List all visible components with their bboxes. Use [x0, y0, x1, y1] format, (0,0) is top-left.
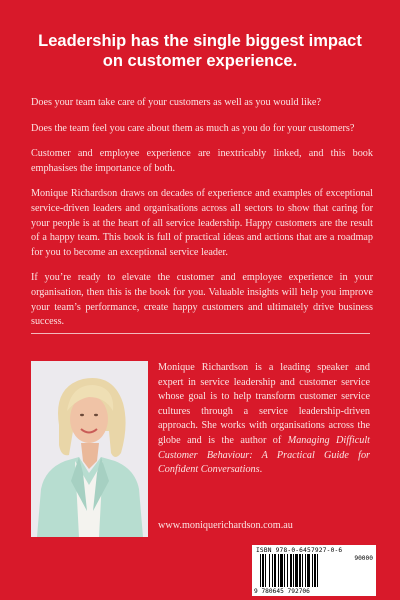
author-bio-paragraph [158, 361, 370, 478]
isbn-label: ISBN 978-0-6457927-0-6 [256, 547, 343, 554]
author-bio [158, 361, 370, 478]
blurb-paragraph-1: Does your team take care of your customers as well as you would like? [31, 97, 321, 108]
blurb-paragraph-2: Does the team feel you care about them as much as you do for your customers? [31, 122, 355, 134]
barcode-digits: 9 780645 792706 [254, 588, 310, 595]
website-url: www.moniquerichardson.com.au [158, 520, 293, 531]
blurb-paragraph-4: Monique Richardson draws on decades of experience and examples of exceptional service-driven leaders and organisations across all sectors to show that caring for your people is at the heart of all service leadership. Happy customers are the result of a happy team. This book is full of practical ideas and actions that are a roadmap for you to become an exceptional service leader. [31, 188, 373, 258]
blurb-paragraph-3: Customer and employee experience are inextricably linked, and this book emphasises the importance of both. [31, 148, 373, 174]
price-code: 90000 [354, 555, 373, 562]
blurb-paragraph-5: If you’re ready to elevate the customer and employee experience in your organisation, then this is the book for you. Valuable insights will help you improve your team’s performance, create happy customers and ultimately drive business success. [31, 272, 373, 328]
divider-line [31, 333, 370, 334]
author-bio-text: Monique Richardson is a leading speaker and expert in service leadership and customer service whose goal is to help transform customer service cultures through a service leadership-driven approach. She works with organisations across the globe and is the author of [158, 362, 370, 446]
blurb [31, 96, 373, 341]
author-photo [31, 361, 148, 537]
barcode-bars [260, 554, 344, 587]
isbn-barcode [252, 545, 376, 596]
headline: Leadership has the single biggest impact on customer experience. [38, 32, 362, 70]
previous-book-title: Managing Difficult Customer Behaviour: A Practical Guide for Confident Conversations [158, 434, 370, 476]
author-bio-end: . [259, 464, 263, 476]
